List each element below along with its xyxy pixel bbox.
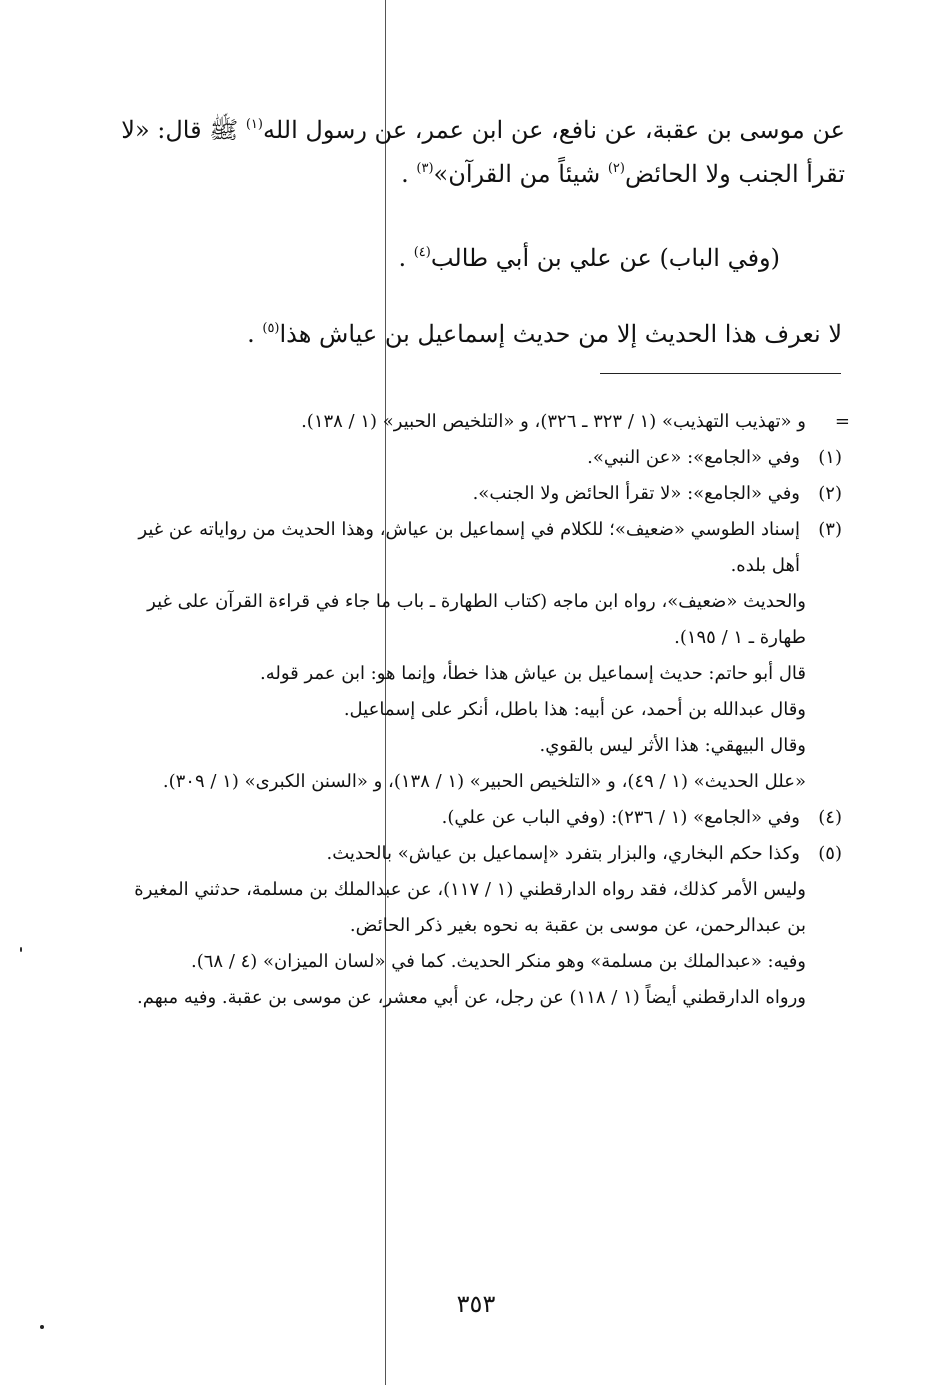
main-paragraph-2 [80, 236, 780, 280]
footnote-text: وفي «الجامع» (١ / ٢٣٦): (وفي الباب عن علي). [441, 807, 800, 828]
footnote-3 [120, 512, 842, 584]
main-text: (وفي الباب) عن علي بن أبي طالب [430, 244, 780, 272]
footnote-separator [600, 373, 841, 374]
main-text: لا نعرف هذا الحديث إلا من حديث إسماعيل بن عياش هذا [279, 320, 842, 348]
footnote-text: إسناد الطوسي «ضعيف»؛ للكلام في إسماعيل بن عياش، وهذا الحديث من رواياته عن غير أهل بلده. [138, 519, 800, 576]
footnote-text: وفي «الجامع»: «عن النبي». [587, 447, 800, 468]
main-text: . [398, 244, 414, 272]
footnote-number: (٣) [818, 519, 842, 540]
carryover-marker: = [834, 411, 850, 432]
footnote-paragraph: «علل الحديث» (١ / ٤٩)، و «التلخيص الحبير» (١ / ١٣٨)، و «السنن الكبرى» (١ / ٣٠٩). [162, 771, 806, 792]
footnote-paragraph: وقال عبدالله بن أحمد، عن أبيه: هذا باطل، أنكر على إسماعيل. [343, 699, 806, 720]
main-text: شيئاً من القرآن» [433, 160, 608, 188]
footnote-ref: (٢) [607, 161, 625, 176]
footnotes [120, 404, 850, 1016]
footnote-number: (٤) [818, 807, 842, 828]
main-text: ﷺ قال: «لا تقرأ الجنب ولا الحائض [121, 116, 845, 188]
footnote-paragraph: قال أبو حاتم: حديث إسماعيل بن عياش هذا خطأ، وإنما هو: ابن عمر قوله. [259, 663, 806, 684]
footnote-number: (١) [818, 447, 842, 468]
footnote-paragraph: وقال البيهقي: هذا الأثر ليس بالقوي. [539, 735, 806, 756]
footnote-paragraph: والحديث «ضعيف»، رواه ابن ماجه (كتاب الطهارة ـ باب ما جاء في قراءة القرآن على غير طهارة ـ ١ / ١٩٥). [147, 591, 806, 648]
footnote-paragraph: وفيه: «عبدالملك بن مسلمة» وهو منكر الحديث. كما في «لسان الميزان» (٤ / ٦٨). [191, 951, 806, 972]
footnote-2 [120, 476, 842, 512]
scan-speck [40, 1325, 44, 1329]
footnote-paragraph: ورواه الدارقطني أيضاً (١ / ١١٨) عن رجل، عن أبي معشر، عن موسى بن عقبة. وفيه مبهم. [137, 987, 806, 1008]
footnote-text: و «تهذيب التهذيب» (١ / ٣٢٣ ـ ٣٢٦)، و «التلخيص الحبير» (١ / ١٣٨). [301, 411, 806, 432]
footnote-ref: (٥) [262, 321, 280, 336]
footnote-carryover [120, 404, 850, 440]
page-number: ٣٥٣ [456, 1290, 496, 1318]
footnote-5 [120, 836, 842, 872]
footnote-paragraph: وليس الأمر كذلك، فقد رواه الدارقطني (١ / ١١٧)، عن عبدالملك بن مسلمة، حدثني المغيرة بن عبدالرحمن، عن موسى بن عقبة به نحوه بغير ذكر الحائض. [134, 879, 806, 936]
footnote-text: وفي «الجامع»: «لا تقرأ الحائض ولا الجنب». [472, 483, 800, 504]
footnote-4 [120, 800, 842, 836]
footnote-ref: (٤) [413, 245, 431, 260]
footnote-1 [120, 440, 842, 476]
footnote-ref: (١) [245, 117, 263, 132]
footnote-text: وكذا حكم البخاري، والبزار بتفرد «إسماعيل بن عياش» بالحديث. [326, 843, 800, 864]
footnote-number: (٢) [818, 483, 842, 504]
main-paragraph-3 [92, 312, 842, 356]
main-paragraph-1 [110, 108, 845, 196]
main-text: عن موسى بن عقبة، عن نافع، عن ابن عمر، عن رسول الله [262, 116, 845, 144]
footnote-ref: (٣) [416, 161, 434, 176]
main-text: . [401, 160, 417, 188]
main-text: . [247, 320, 263, 348]
scan-speck [20, 947, 22, 952]
footnote-number: (٥) [818, 843, 842, 864]
